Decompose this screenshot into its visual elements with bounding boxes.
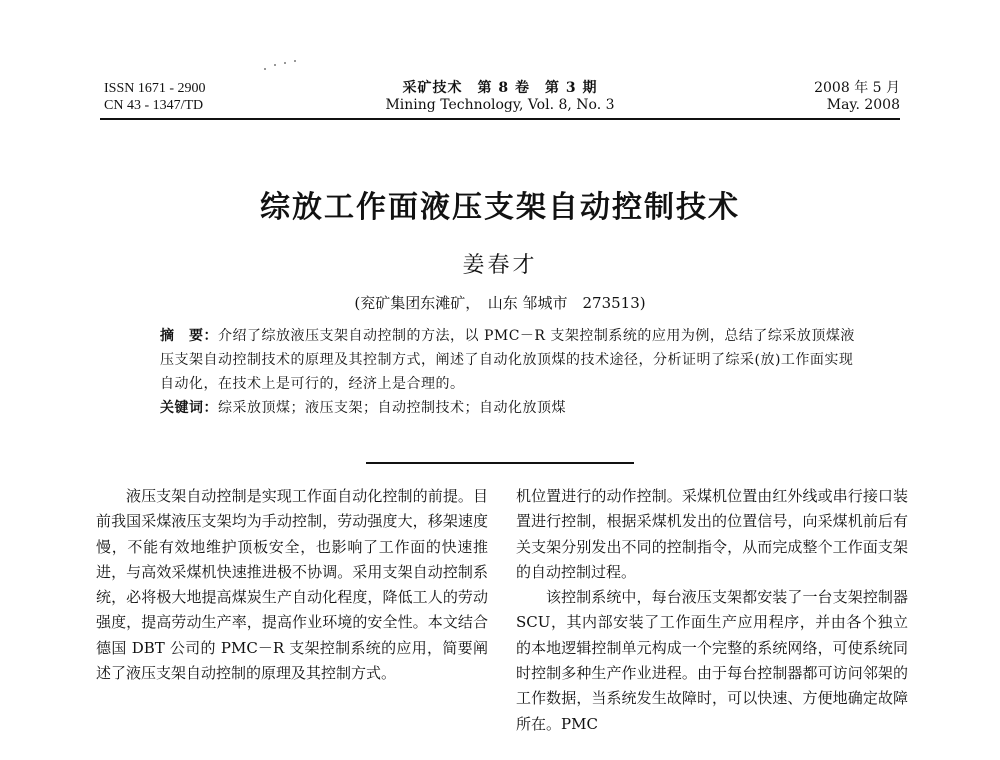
- body-paragraph: 液压支架自动控制是实现工作面自动化控制的前提。目前我国采煤液压支架均为手动控制，劳动强度大，移架速度慢，不能有效地维护顶板安全，也影响了工作面的快速推进，与高效采煤机快速推进极不协调。采用支架自动控制系统，必将极大地提高煤炭生产自动化程度，降低工人的劳动强度，提高劳动生产率，提高作业环境的安全性。本文结合德国 DBT 公司的 PMC－R 支架控制系统的应用，简要阐述了液压支架自动控制的原理及其控制方式。: [96, 487, 488, 683]
- abstract-separator-rule: [366, 462, 634, 464]
- journal-name-cn: 采矿技术 第 8 卷 第 3 期: [402, 80, 598, 96]
- abstract-text: 介绍了综放液压支架自动控制的方法，以 PMC－R 支架控制系统的应用为例，总结了综采放顶煤液压支架自动控制技术的原理及其控制方式，阐述了自动化放顶煤的技术途径，分析证明了综采(放)工作面实现自动化，在技术上是可行的，经济上是合理的。: [160, 328, 855, 392]
- body-paragraph: 该控制系统中，每台液压支架都安装了一台支架控制器 SCU，其内部安装了工作面生产应用程序，并由各个独立的本地逻辑控制单元构成一个完整的系统网络，可使系统同时控制多种生产作业进程。由于每台控制器都可访问邻架的工作数据，当系统发生故障时，可以快速、方便地确定故障所在。PMC: [516, 588, 908, 733]
- article-title: 综放工作面液压支架自动控制技术: [260, 190, 740, 225]
- keywords-paragraph: [160, 396, 860, 420]
- journal-name-en: Mining Technology, Vol. 8, No. 3: [385, 97, 615, 113]
- keywords-text: 综采放顶煤；液压支架；自动控制技术；自动化放顶煤: [218, 400, 566, 416]
- author-affiliation: (兖矿集团东滩矿， 山东 邹城市 273513): [354, 294, 646, 312]
- body-column-right: [516, 484, 908, 737]
- cn-number: CN 43 - 1347/TD: [104, 98, 204, 113]
- body-column-left: [96, 484, 488, 686]
- abstract-block: [160, 324, 860, 420]
- article-author: 姜春才: [462, 253, 538, 278]
- issn: ISSN 1671 - 2900: [104, 81, 206, 96]
- body-paragraph: 机位置进行的动作控制。采煤机位置由红外线或串行接口装置进行控制，根据采煤机发出的位置信号，向采煤机前后有关支架分别发出不同的控制指令，从而完成整个工作面支架的自动控制过程。: [516, 487, 908, 581]
- date-cn: 2008 年 5 月: [814, 80, 900, 96]
- abstract-paragraph: [160, 324, 860, 396]
- scan-speckles: [262, 58, 302, 72]
- keywords-label: 关键词：: [160, 400, 218, 416]
- date-en: May. 2008: [826, 97, 900, 113]
- header-rule: [100, 118, 900, 120]
- abstract-label: 摘 要：: [160, 328, 218, 344]
- header-date-block: [814, 80, 900, 114]
